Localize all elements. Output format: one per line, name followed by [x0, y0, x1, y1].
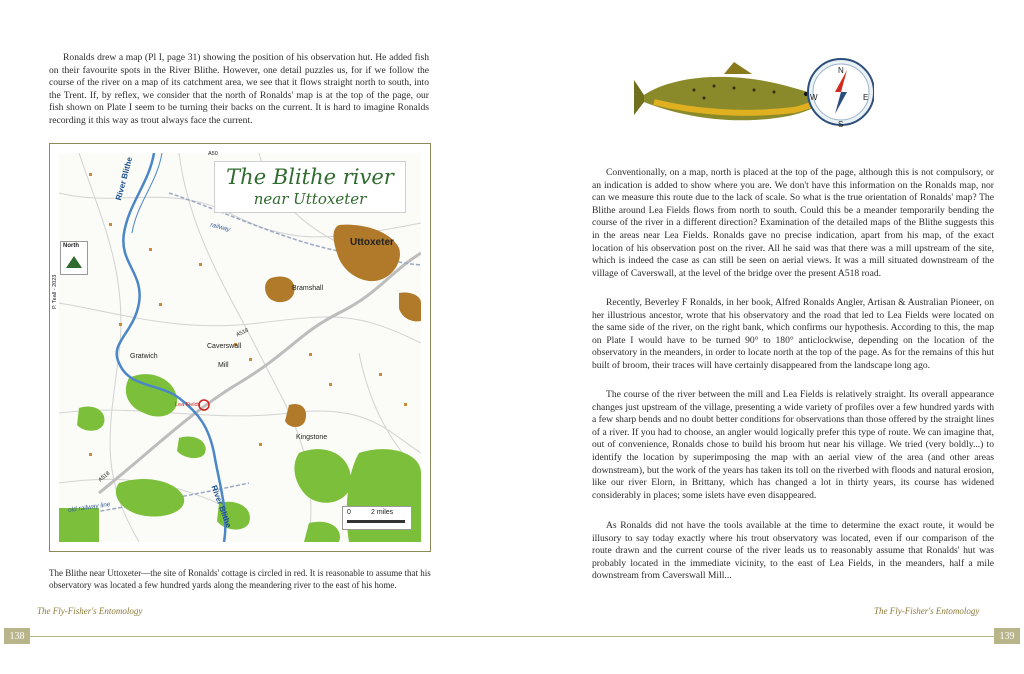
- label-a50: A50: [208, 151, 218, 157]
- label-old-railway: old railway line: [67, 501, 111, 514]
- right-page: [512, 0, 1024, 674]
- footer-rule-right: [512, 636, 994, 637]
- footer-title-right: The Fly-Fisher's Entomology: [874, 606, 980, 616]
- compass-w: W: [810, 93, 818, 102]
- label-kingstone: Kingstone: [296, 434, 328, 441]
- label-lea-fields: Lea Fields: [175, 402, 201, 408]
- page-number-right: 139: [994, 628, 1020, 644]
- footer-rule-left: [30, 636, 512, 637]
- paragraph-2: Recently, Beverley F Ronalds, in her book, Alfred Ronalds Angler, Artisan & Australian Pioneer, on her illustrious ancestor, wrote that his observatory and the road that led to Lea Fields were located on the same side of the river, on the right bank, which confirms our hypothesis. According to this, the map on Plate I would have to be turned 90° to 180° anticlockwise, depending on the location of the observatory in the meanders, in order to locate north at the top of the page. As for the remains of this hut built of broom, their traces will have certainly disappeared from the landscape long ago.: [592, 297, 994, 371]
- scale-line: [347, 520, 405, 523]
- scale-bar: [342, 506, 412, 530]
- label-railway: railway: [209, 221, 231, 234]
- label-river-blithe-bottom: River Blithe: [209, 484, 234, 529]
- paragraph-1: Conventionally, on a map, north is placed at the top of the page, although this is not compulsory, or an indication is added to show where you are. We don't have this information on the Ronalds map, nor can we measure this route due to the lack of scale. So what is the true orientation of Ronalds' map? The Blithe around Lea Fields flows from north to south. Could this be a meander temporarily bending the course of the river in a different direction? Examination of the detailed maps of the Blithe suggests this in the areas near Lea Fields. Ronalds gave no precise indication, apart from his map, of the exact location of his observation post on the river. All he said was that there was a mill upstream of the site, which is indeed the case as can still be seen on aerial views. It was a mill situated downstream of the village of Caverswall, at the level of the bridge over the present A518 road.: [592, 167, 994, 279]
- scale-text: 2 miles: [371, 509, 394, 516]
- label-uttoxeter: Uttoxeter: [350, 237, 394, 248]
- compass-e: E: [863, 93, 869, 102]
- trout-compass-illustration: [634, 40, 874, 145]
- label-caverswall: Caverswall: [207, 343, 242, 350]
- paragraph-4: As Ronalds did not have the tools available at the time to determine the exact route, it would be illusory to say today exactly where his trout observatory was located, even if our comparison of the route drawn and the current course of the river leads us to reasonably assume that Ronalds' hut was probably located in the immediate vicinity, to the east of Lea Fields, in the meanders, half a mile downstream from Caverswall Mill...: [592, 520, 994, 582]
- page-number-left: 138: [4, 628, 30, 644]
- intro-paragraph: Ronalds drew a map (Pl I, page 31) showing the position of his observation hut. He added fish on their favourite spots in the River Blithe. However, one detail puzzles us, for if we follow the course of the river on a map of its catchment area, we see that it flows straight north to south, into the Trent. If, by reflex, we consider that the north of Ronalds' map is at the top of the page, our fish shown on Plate I seem to be turning their backs on the current. It is hard to imagine Ronalds recording it this way as trout always face the current.: [49, 52, 429, 126]
- label-bramshall: Bramshall: [292, 285, 324, 292]
- label-a518-1: A518: [235, 327, 250, 339]
- map-credit: P. Teall - 2023: [52, 274, 58, 309]
- label-a518-2: A518: [97, 470, 112, 484]
- label-gratwich: Gratwich: [130, 353, 158, 360]
- map-caption: The Blithe near Uttoxeter—the site of Ronalds' cottage is circled in red. It is reasonable to assume that his observatory was located a few hundred yards along the meandering river to the east of his home.: [49, 568, 431, 590]
- map-title-box: [214, 161, 406, 213]
- blithe-map: [49, 143, 431, 552]
- north-label: North: [63, 243, 79, 249]
- paragraph-3: The course of the river between the mill and Lea Fields is relatively straight. Its overall appearance changes just upstream of the village, presenting a wide variety of profiles over a few hundred yards with a few sharp bends and no doubt better conditions for observations than those offered by the straight lines of a river. If you had to choose, an angler would logically prefer this type of route. We can imagine that, out of convenience, Ronalds chose to build his broom hut near his village. We tried (very boldly...) to identify the location by superimposing the map with an aerial view of the area (and other areas downstream), but the work of the years has taken its toll on the riverbed with floods and natural erosion, like our river Elorn, in Brittany, which has changed a lot in thirty years, its course has widened considerably in places; some islets have even disappeared.: [592, 389, 994, 501]
- north-arrow-icon: [66, 256, 82, 268]
- label-river-blithe-top: River Blithe: [114, 156, 135, 202]
- footer-title-left: The Fly-Fisher's Entomology: [37, 606, 143, 616]
- label-mill: Mill: [218, 362, 229, 369]
- scale-zero: 0: [347, 509, 351, 516]
- map-title: The Blithe river: [226, 165, 394, 189]
- compass-n: N: [838, 66, 844, 75]
- map-subtitle: near Uttoxeter: [253, 190, 367, 208]
- compass-s: S: [838, 120, 844, 129]
- north-indicator: [60, 241, 88, 275]
